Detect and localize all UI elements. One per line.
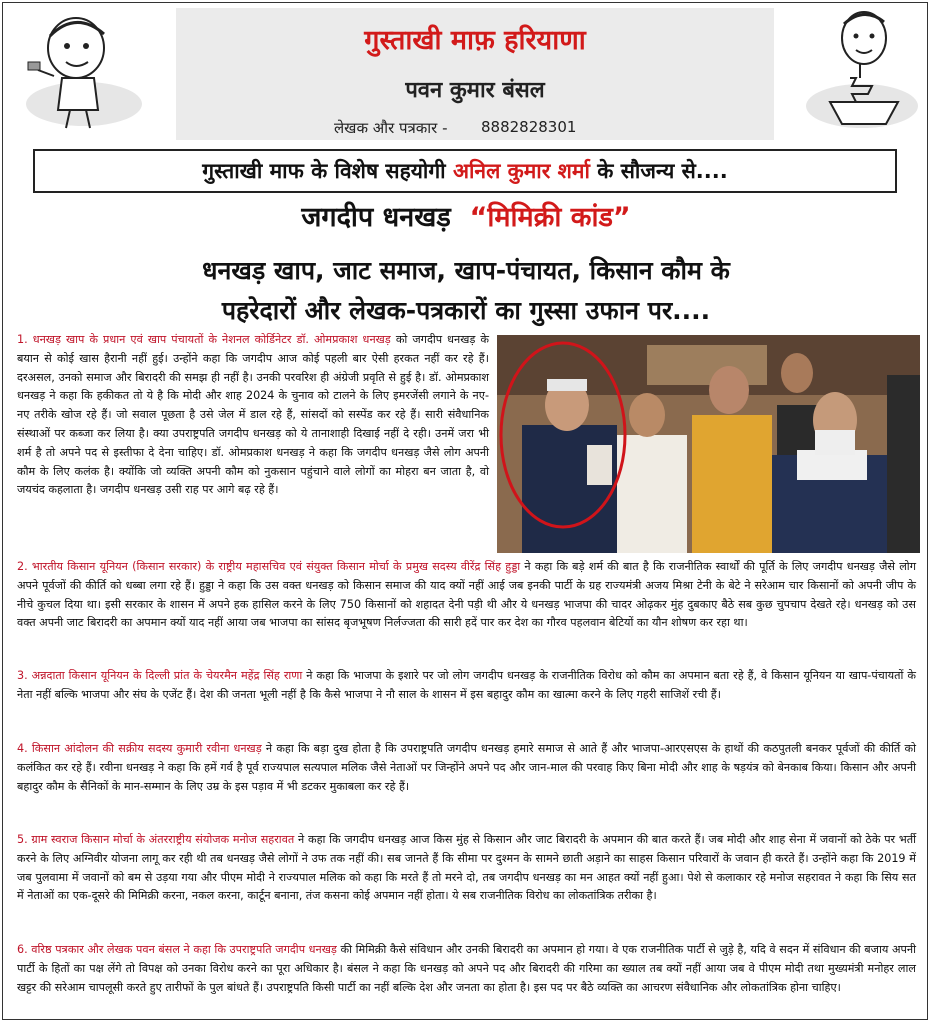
paragraph-4-lead: 4. किसान आंदोलन की सक्रीय सदस्य कुमारी रवीना धनखड़ [17, 742, 262, 755]
sponsor-banner [33, 149, 897, 193]
paragraph-2-lead: 2. भारतीय किसान यूनियन (किसान सरकार) के राष्ट्रीय महासचिव एवं संयुक्त किसान मोर्चा के प्रमुख सदस्य वीरेंद्र सिंह हुड्डा [17, 560, 521, 573]
paragraph-1-body: को जगदीप धनखड़ के बयान से कोई खास हैरानी नहीं हुई। उन्होंने कहा कि जगदीप आज कोई पहली बार ऐसी हरकत नहीं कर रहे हैं। दरअसल, उनको समाज और बिरादरी की समझ ही नहीं है। उनकी परवरिश ही अंग्रेजी प्रवृति से हुई है। डॉ. ओमप्रकाश धनखड़ ने कहा कि हकीकत तो ये है कि मोदी और शाह 2024 के चुनाव को टालने के लिए इमरजेंसी लगाने के नए-नए तरीके खोज रहे हैं। जो सवाल पूछता है उसे जेल में डाल रहे हैं, सांसदों को सस्पेंड कर रहे हैं। सारी संवैधानिक संस्थाओं पर कब्जा कर लिया है। क्या उपराष्ट्रपति जगदीप धनखड़ को ये तानाशाही दिखाई नहीं दे रही। उनमें जरा भी शर्म है तो अपने पद से इस्तीफा दे देना चाहिए। डॉ. ओमप्रकाश धनखड़ ने कहा कि जगदीप धनखड़ जैसे लोग अपनी कौम के लिए कलंक है। क्योंकि जो व्यक्ति अपनी कौम को नुकसान पहुंचाने वाले लोगों का मोहरा बन जाता है, वो जयचंद कहलाता है। जगदीप धनखड़ उसी राह पर आगे बढ़ रहे हैं। [17, 333, 490, 497]
paragraph-1 [17, 331, 489, 500]
caricature-left-illustration [10, 6, 155, 134]
subheadline-line-2: पहरेदारों और लेखक-पत्रकारों का गुस्सा उफान पर.... [221, 296, 711, 325]
news-photo [497, 335, 920, 553]
masthead-phone: 8882828301 [481, 118, 577, 136]
paragraph-4-body: ने कहा कि बड़ा दुख होता है कि उपराष्ट्रपति जगदीप धनखड़ हमारे समाज से आते हैं और भाजपा-आरएसएस के हाथों की कठपुतली बनकर पूर्वजों की कीर्ति को कलंकित कर रहे हैं। रवीना धनखड़ ने कहा कि हमें गर्व है पूर्व राज्यपाल सत्यपाल मलिक जैसे नेताओं पर जिन्होंने अपने पद और जान-माल की परवाह किए बिना मोदी और शाह के षड़यंत्र को बेनकाब किया। किसान और अपनी बहादुर कौम के सैनिकों के मान-सम्मान के लिए उम्र के इस पड़ाव में भी डटकर मुकाबला कर रहे हैं। [17, 742, 916, 793]
paragraph-3-body: ने कहा कि भाजपा के इशारे पर जो लोग जगदीप धनखड़ के राजनीतिक विरोध को कौम का अपमान बता रहे हैं, वे किसान यूनियन या खाप-पंचायतों के नेता नहीं बल्कि भाजपा और संघ के एजेंट हैं। देश की जनता भूली नहीं है कि कैसे भाजपा ने नौ साल के शासन में इस बहादुर कौम का खात्मा करने के लिए गहरी साजिशें रची हैं। [17, 669, 916, 701]
paragraph-5 [17, 831, 916, 906]
paragraph-6-lead: 6. वरिष्ठ पत्रकार और लेखक पवन बंसल ने कहा कि उपराष्ट्रपति जगदीप धनखड़ [17, 943, 337, 956]
paragraph-5-lead: 5. ग्राम स्वराज किसान मोर्चा के अंतरराष्ट्रीय संयोजक मनोज सहरावत [17, 833, 295, 846]
headline [0, 197, 932, 234]
caricature-right-illustration [790, 6, 932, 134]
masthead-title: गुस्ताखी माफ़ हरियाणा [364, 25, 586, 56]
paragraph-6 [17, 941, 916, 997]
paragraph-5-body: ने कहा कि जगदीप धनखड़ आज किस मुंह से किसान और जाट बिरादरी के अपमान की बात करते हैं। जब मोदी और शाह सेना में जवानों को ठेके पर भर्ती करने के लिए अग्निवीर योजना लागू कर रही थी तब धनखड़ जैसे लोगों ने उफ तक नहीं की। सब जानते हैं कि सीमा पर दुश्मन के सामने छाती अड़ाने का साहस किसान परिवारों के जवान ही करते हैं। उन्होंने कहा कि 2019 में जब पुलवामा में जवानों को बम से उड़या गया और पीएम मोदी ने राज्यपाल मलिक को कहा कि मरते हैं तो मरने दो, तब जगदीप धनखड़ का मन आहत क्यों नहीं हुआ। पेशे से कलाकार रहे मनोज सहरावत ने कहा कि सिय सत में नेताओं का एक-दूसरे की मिमिक्री करना, नकल करना, कार्टून बनाना, तंज कसना कोई अपमान नहीं होता। ये सब राजनीतिक विरोध का लोकतांत्रिक तरीका है। [17, 833, 916, 903]
paragraph-3 [17, 667, 916, 705]
paragraph-1-lead: 1. धनखड़ खाप के प्रधान एवं खाप पंचायतों के नेशनल कोर्डिनेटर डॉ. ओमप्रकाश धनखड़ [17, 333, 391, 346]
masthead-author: पवन कुमार बंसल [405, 78, 545, 103]
paragraph-2-body: ने कहा कि बड़े शर्म की बात है कि राजनीतिक स्वार्थों की पूर्ति के लिए जगदीप धनखड़ जैसे लोग अपने पूर्वजों की कीर्ति को धब्बा लगा रहे हैं। हुड्डा ने कहा कि उस वक्त धनखड़ को किसान समाज की याद क्यों नहीं आई जब इनकी पार्टी के ग्रह राज्यमंत्री अजय मिश्रा टेनी के बेटे ने सरेआम चार किसानों को अपनी जीप के नीचे कुचल दिया था। इसी सरकार के शासन में अपने हक हासिल करने के लिए 750 किसानों को शहादत देनी पड़ी थी और ये धनखड़ भाजपा की चादर ओढ़कर मुंह दुबकाए बैठे सब कुछ चुपचाप देखते रहे। धनखड़ को उस वक्त अपनी जाट बिरादरी का अपमान क्यों याद नहीं आया जब भाजपा का सांसद बृजभूषण निर्लज्जता की सारी हदें पार कर देश का गौरव पहलवान बेटियों का यौन शोषण कर रहा था। [17, 560, 916, 630]
sponsor-name: अनिल कुमार शर्मा [452, 159, 590, 183]
headline-highlight: “मिमिक्री कांड” [469, 202, 631, 233]
masthead [176, 8, 774, 140]
sponsor-prefix: गुस्ताखी माफ के विशेष सहयोगी [202, 159, 446, 183]
paragraph-4 [17, 740, 916, 796]
paragraph-6-body: की मिमिक्री कैसे संविधान और उनकी बिरादरी का अपमान हो गया। वे एक राजनीतिक पार्टी से जुड़े है, यदि वे सदन में संविधान की बजाय अपनी पार्टी के हितों का पक्ष लेंगे तो विपक्ष को उनका विरोध करने का पूरा अधिकार है। बंसल ने कहा कि धनखड़ को अपने पद और बिरादरी की गरिमा का ख्याल तब क्यों नहीं आया जब वे पीएम मोदी तथा मुख्यमंत्री मनोहर लाल खट्टर की सरेआम चापलूसी करते हुए तारीफों के पुल बांधते हैं। उपराष्ट्रपति किसी पार्टी का नहीं बल्कि देश और जनता का होता है। इस पद पर बैठे व्यक्ति का आचरण संवैधानिक और लोकतांत्रिक होना चाहिए। [17, 943, 916, 994]
headline-main: जगदीप धनखड़ [301, 202, 451, 233]
subheadline [0, 251, 932, 331]
paragraph-3-lead: 3. अन्नदाता किसान यूनियन के दिल्ली प्रांत के चेयरमैन महेंद्र सिंह राणा [17, 669, 303, 682]
subheadline-line-1: धनखड़ खाप, जाट समाज, खाप-पंचायत, किसान कौम के [202, 256, 730, 285]
sponsor-suffix: के सौजन्य से.... [597, 159, 728, 183]
paragraph-2 [17, 558, 916, 633]
masthead-role: लेखक और पत्रकार - [334, 119, 448, 137]
